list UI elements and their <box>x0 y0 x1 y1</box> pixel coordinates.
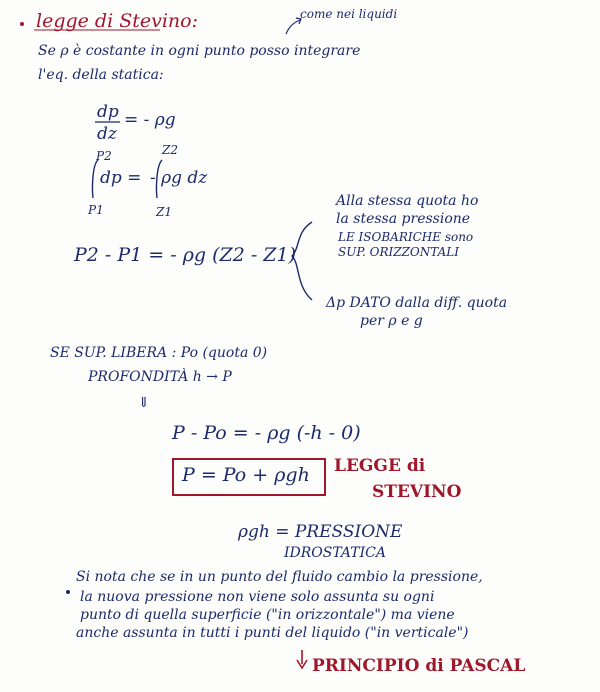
page-title: legge di Stevino: <box>36 10 198 32</box>
intro-line-2: l'eq. della statica: <box>38 67 164 83</box>
integral-sign-left <box>93 160 98 198</box>
int-lower-p: P1 <box>88 203 104 217</box>
implies-arrow: ⇓ <box>138 395 150 411</box>
hydrostatic-line-1: ρgh = PRESSIONE <box>238 522 403 542</box>
law-formula: P = Po + ρgh <box>182 464 310 486</box>
bullet-line-3: punto di quella superficie ("in orizzontale") ma viene <box>80 607 455 623</box>
bullet-line-1: Si nota che se in un punto del fluido cambio la pressione, <box>76 569 483 585</box>
side-note-1-line-2: la stessa pressione <box>336 211 471 227</box>
surface-line-1: SE SUP. LIBERA : Po (quota 0) <box>50 345 268 361</box>
surface-eq: P - Po = - ρg (-h - 0) <box>172 422 361 444</box>
side-note-1-line-3: LE ISOBARICHE sono <box>338 230 474 244</box>
law-name-line-1: LEGGE di <box>334 456 426 476</box>
bullet-line-2: la nuova pressione non viene solo assunta su ogni <box>80 589 435 605</box>
hydrostatic-line-2: IDROSTATICA <box>284 545 386 561</box>
int-lower-z: Z1 <box>156 205 172 219</box>
eq-diff-numerator: dp <box>97 102 119 122</box>
eq-result: P2 - P1 = - ρg (Z2 - Z1) <box>74 244 296 266</box>
bullet-dot <box>66 590 70 594</box>
law-name-line-2: STEVINO <box>372 482 462 502</box>
side-note-2-line-1: Δp DATO dalla diff. quota <box>326 295 508 311</box>
surface-line-2: PROFONDITÀ h → P <box>88 369 232 385</box>
eq-diff-denominator: dz <box>97 124 117 144</box>
intro-line-1: Se ρ è costante in ogni punto posso integrare <box>38 43 361 59</box>
bullet-line-4: anche assunta in tutti i punti del liquido ("in verticale") <box>76 625 469 641</box>
eq-diff-rhs: = - ρg <box>124 110 176 130</box>
int-upper-z: Z2 <box>162 143 178 157</box>
principle-text: PRINCIPIO di PASCAL <box>312 656 526 676</box>
note-liquids: come nei liquidi <box>300 7 398 21</box>
note-arrow <box>286 20 300 34</box>
side-note-2-line-2: per ρ e g <box>360 313 423 329</box>
side-note-1-line-1: Alla stessa quota ho <box>336 193 479 209</box>
int-upper-p: P2 <box>96 149 112 163</box>
side-note-1-line-4: SUP. ORIZZONTALI <box>338 245 459 259</box>
title-bullet-dot <box>20 22 24 26</box>
int-body-left: dp = <box>100 168 142 188</box>
int-body-right: - ρg dz <box>150 168 208 188</box>
